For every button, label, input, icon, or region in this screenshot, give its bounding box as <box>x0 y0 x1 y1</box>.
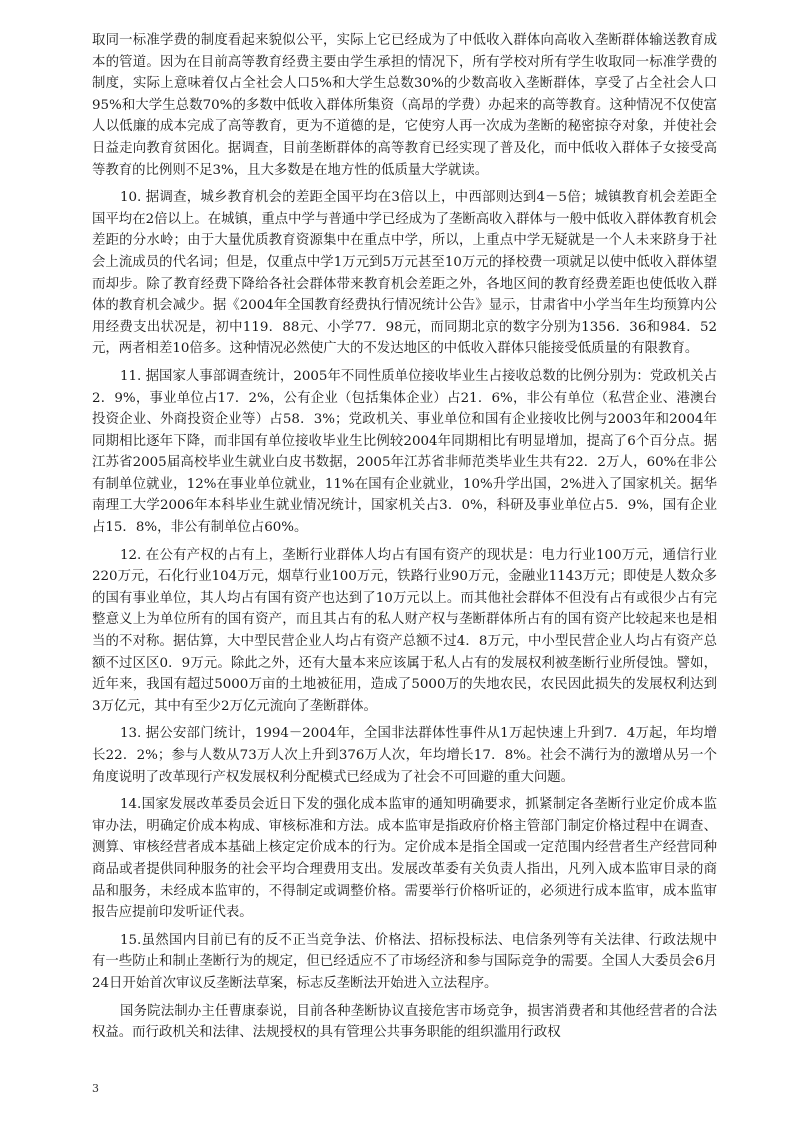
page-number: 3 <box>92 1082 99 1095</box>
paragraph-10: 10. 据调查，城乡教育机会的差距全国平均在3倍以上，中西部则达到4－5倍；城镇教育机会差距全国平均在2倍以上。在城镇，重点中学与普通中学已经成为了垄断高收入群体与一般中低收入群体教育机会差距的分水岭；由于大量优质教育资源集中在重点中学，所以，上重点中学无疑就是一个人未来跻身于社会上流成员的代名词；但是，仅重点中学1万元到5万元甚至10万元的择校费一项就足以使中低收入群体望而却步。除了教育经费下降给各社会群体带来教育机会差距之外，各地区间的教育经费差距也使低收入群体的教育机会减少。据《2004年全国教育经费执行情况统计公告》显示，甘肃省中小学当年生均预算内公用经费支出状况是，初中119．88元、小学77．98元，而同期北京的数字分别为1356．36和984．52元，两者相差10倍多。这种情况必然使广大的不发达地区的中低收入群体只能接受低质量的有限教育。 <box>92 190 717 357</box>
paragraph-14: 14.国家发展改革委员会近日下发的强化成本监审的通知明确要求，抓紧制定各垄断行业定价成本监审办法，明确定价成本构成、审核标准和方法。成本监审是指政府价格主管部门制定价格过程中在调查、测算、审核经营者成本基础上核定定价成本的行为。定价成本是指全国或一定范围内经营者生产经营同种商品或者提供同种服务的社会平均合理费用支出。发展改革委有关负责人指出，凡列入成本监审目录的商品和服务，未经成本监审的，不得制定或调整价格。需要举行价格听证的，必须进行成本监审，成本监审报告应提前印发听证代表。 <box>92 797 717 921</box>
document-body <box>92 30 717 1050</box>
paragraph-final: 国务院法制办主任曹康泰说，目前各种垄断协议直接危害市场竞争，损害消费者和其他经营者的合法权益。而行政机关和法律、法规授权的具有管理公共事务职能的组织滥用行政权 <box>92 1003 717 1041</box>
paragraph-15: 15.虽然国内目前已有的反不正当竞争法、价格法、招标投标法、电信条列等有关法律、行政法规中有一些防止和制止垄断行为的规定，但已经适应不了市场经济和参与国际竞争的需要。全国人大委员会6月24日开始首次审议反垄断法草案，标志反垄断法开始进入立法程序。 <box>92 932 717 991</box>
paragraph-11: 11. 据国家人事部调查统计，2005年不同性质单位接收毕业生占接收总数的比例分别为：党政机关占2．9%，事业单位占17．2%，公有企业（包括集体企业）占21．6%，非公有单位（私营企业、港澳台投资企业、外商投资企业等）占58．3%；党政机关、事业单位和国有企业接收比例与2003年和2004年同期相比逐年下降，而非国有单位接收毕业生比例较2004年同期相比有明显增加，提高了6个百分点。据江苏省2005届高校毕业生就业白皮书数据，2005年江苏省非师范类毕业生共有22．2万人，60%在非公有制单位就业，12%在事业单位就业，11%在国有企业就业，10%升学出国，2%进入了国家机关。据华南理工大学2006年本科毕业生就业情况统计，国家机关占3．0%，科研及事业单位占5．9%，国有企业占15．8%，非公有制单位占60%。 <box>92 368 717 536</box>
paragraph-13: 13. 据公安部门统计，1994－2004年，全国非法群体性事件从1万起快速上升到7．4万起，年均增长22．2%；参与人数从73万人次上升到376万人次，年均增长17．8%。社会不满行为的激增从另一个角度说明了改革现行产权发展权利分配模式已经成为了社会不可回避的重大问题。 <box>92 726 717 785</box>
paragraph-12: 12. 在公有产权的占有上，垄断行业群体人均占有国有资产的现状是：电力行业100万元，通信行业220万元，石化行业104万元，烟草行业100万元，铁路行业90万元，金融业1143万元；即使是人数众多的国有事业单位，其人均占有国有资产也达到了10万元以上。而其他社会群体不但没有占有或很少占有完整意义上为单位所有的国有资产，而且其占有的私人财产权与垄断群体所占有的国有资产比较起来也是相当的不对称。据估算，大中型民营企业人均占有资产总额不过4．8万元，中小型民营企业人均占有资产总额不过区区0．9万元。除此之外，还有大量本来应该属于私人占有的发展权利被垄断行业所侵蚀。譬如，近年来，我国有超过5000万亩的土地被征用，造成了5000万的失地农民，农民因此损失的发展权利达到3万亿元，其中有至少2万亿元流向了垄断群体。 <box>92 547 717 714</box>
paragraph-continuation: 取同一标准学费的制度看起来貌似公平，实际上它已经成为了中低收入群体向高收入垄断群体输送教育成本的管道。因为在目前高等教育经费主要由学生承担的情况下，所有学校对所有学生收取同一标准学费的制度，实际上意味着仅占全社会人口5%和大学生总数30%的少数高收入垄断群体，享受了占全社会人口95%和大学生总数70%的多数中低收入群体所集资（高昂的学费）办起来的高等教育。这种情况不仅使富人以低廉的成本完成了高等教育，更为不道德的是，它使穷人再一次成为垄断的秘密掠夺对象，并使社会日益走向教育贫困化。据调查，目前垄断群体的高等教育已经实现了普及化，而中低收入群体子女接受高等教育的比例则不足3%，且大多数是在地方性的低质量大学就读。 <box>92 33 717 178</box>
